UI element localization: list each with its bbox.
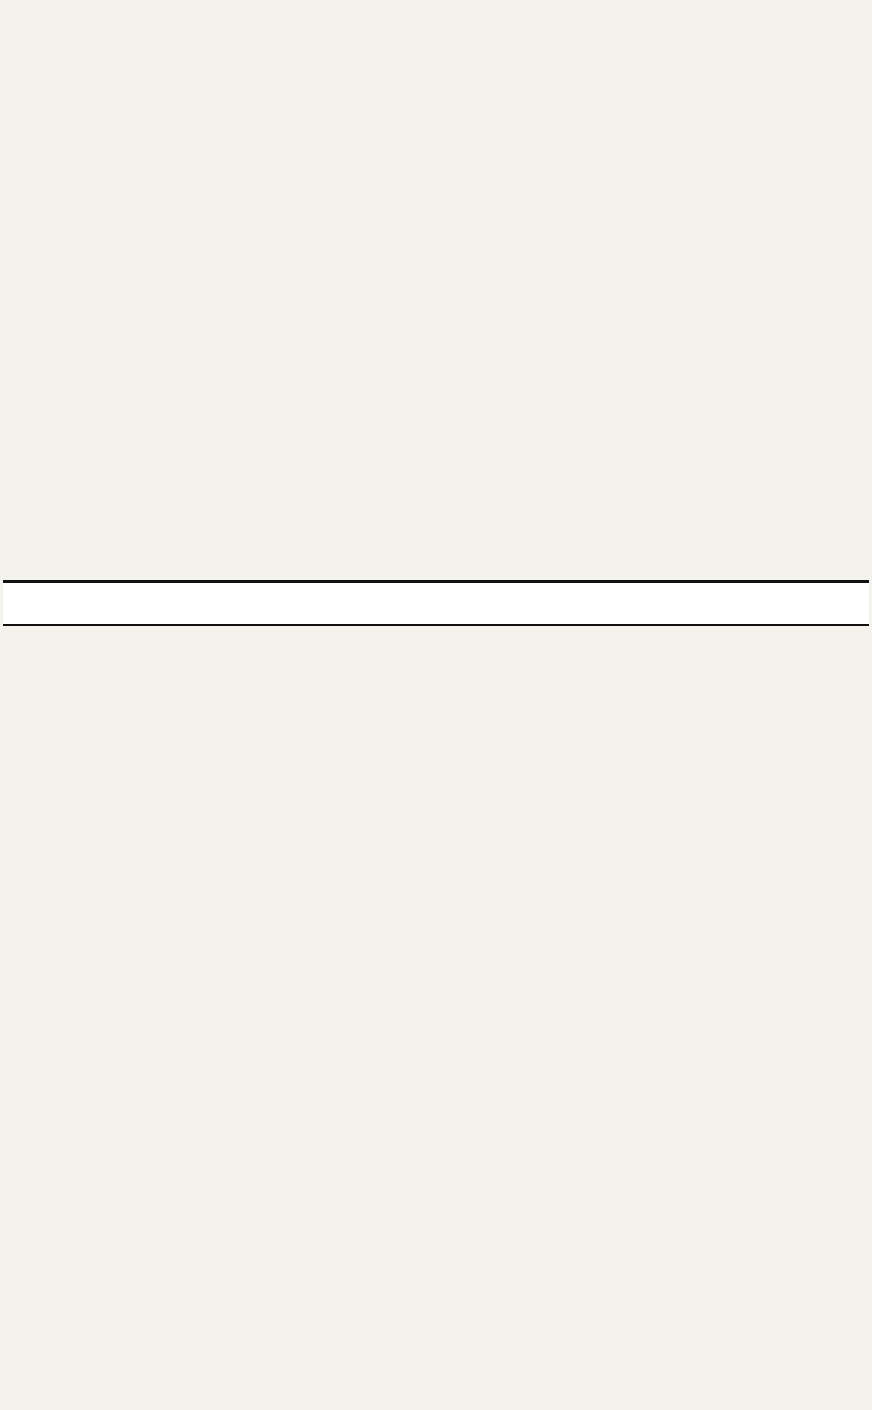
service-directory-section bbox=[3, 628, 869, 1408]
home-service-guide-banner bbox=[3, 580, 869, 626]
help-wanted-section bbox=[3, 14, 869, 578]
masthead bbox=[4, 2, 868, 14]
